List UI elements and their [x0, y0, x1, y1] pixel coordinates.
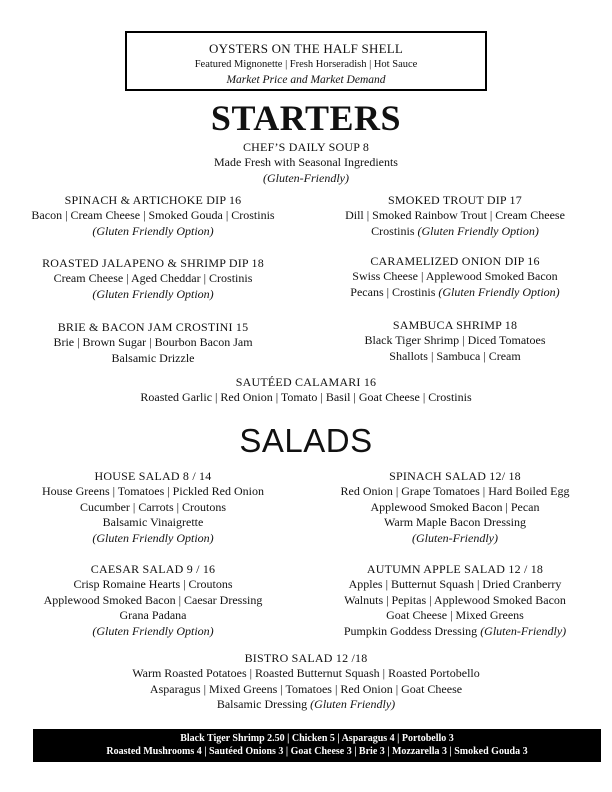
item-name: SMOKED TROUT DIP 17	[388, 193, 522, 207]
oysters-price: Market Price and Market Demand	[226, 74, 386, 86]
item-desc-text: Crostinis	[371, 223, 418, 238]
item-desc: Walnuts | Pepitas | Applewood Smoked Bacon	[344, 592, 566, 607]
item-desc-last	[310, 285, 600, 301]
item-desc-text: Balsamic Dressing	[216, 697, 311, 711]
oysters-box	[125, 31, 487, 91]
item-desc: Crisp Romaine Hearts | Croutons	[73, 577, 233, 591]
item-name: SPINACH SALAD 12/ 18	[389, 469, 521, 483]
item-name: BISTRO SALAD 12 /18	[244, 651, 368, 665]
item-note: (Gluten Friendly Option)	[92, 223, 214, 238]
item-desc: Balsamic Drizzle	[111, 350, 195, 365]
menu-item-smoked-trout-dip	[310, 192, 600, 239]
item-desc: Apples | Butternut Squash | Dried Cranberry	[348, 577, 562, 591]
menu-item-spinach-artichoke-dip	[0, 192, 306, 239]
item-name: AUTUMN APPLE SALAD 12 / 18	[366, 562, 544, 576]
item-desc-last	[310, 224, 600, 240]
item-name: SPINACH & ARTICHOKE DIP 16	[64, 193, 242, 207]
menu-item-house-salad	[0, 468, 306, 546]
item-desc: Red Onion | Grape Tomatoes | Hard Boiled Egg	[340, 484, 570, 498]
item-desc-last	[310, 624, 600, 640]
item-note: (Gluten Friendly Option)	[438, 284, 560, 299]
item-desc: Warm Roasted Potatoes | Roasted Butternut Squash | Roasted Portobello	[132, 666, 480, 680]
item-desc: House Greens | Tomatoes | Pickled Red Onion	[41, 484, 265, 498]
menu-item-sambuca-shrimp	[310, 317, 600, 364]
item-name: SAUTÉED CALAMARI 16	[235, 375, 377, 389]
item-note: (Gluten Friendly Option)	[92, 623, 214, 638]
item-desc: Applewood Smoked Bacon | Caesar Dressing	[43, 592, 263, 607]
item-desc: Made Fresh with Seasonal Ingredients	[214, 155, 398, 169]
item-name: HOUSE SALAD 8 / 14	[94, 469, 212, 483]
item-desc: Cucumber | Carrots | Croutons	[79, 499, 227, 514]
item-name: BRIE & BACON JAM CROSTINI 15	[57, 320, 249, 334]
item-desc: Grana Padana	[119, 608, 187, 622]
item-note: (Gluten-Friendly)	[412, 530, 498, 545]
item-desc: Brie | Brown Sugar | Bourbon Bacon Jam	[53, 335, 253, 349]
item-note: (Gluten Friendly Option)	[417, 223, 539, 238]
item-note: (Gluten Friendly Option)	[92, 530, 214, 545]
item-note: (Gluten-Friendly)	[263, 170, 349, 185]
salads-heading: SALADS	[239, 422, 373, 459]
menu-item-chefs-daily-soup	[0, 139, 612, 186]
item-desc: Shallots | Sambuca | Cream	[389, 348, 521, 363]
item-desc-last	[0, 697, 612, 713]
item-name: ROASTED JALAPENO & SHRIMP DIP 18	[42, 256, 264, 270]
item-desc: Swiss Cheese | Applewood Smoked Bacon	[352, 269, 558, 283]
menu-item-autumn-apple-salad	[310, 561, 600, 639]
addons-line-2: Roasted Mushrooms 4 | Sautéed Onions 3 | Goat Cheese 3 | Brie 3 | Mozzarella 3 | Smoked Gouda 3	[106, 745, 528, 757]
item-desc: Warm Maple Bacon Dressing	[384, 515, 526, 529]
oysters-subtitle: Featured Mignonette | Fresh Horseradish | Hot Sauce	[194, 59, 418, 70]
item-desc: Applewood Smoked Bacon | Pecan	[370, 499, 540, 514]
item-desc-text: Pumpkin Goddess Dressing	[343, 623, 481, 638]
item-desc: Dill | Smoked Rainbow Trout | Cream Cheese	[345, 208, 565, 222]
item-name: CAESAR SALAD 9 / 16	[90, 562, 216, 576]
menu-item-roasted-jalapeno-shrimp-dip	[0, 255, 306, 302]
item-note: (Gluten-Friendly)	[480, 623, 567, 638]
item-name: CHEF’S DAILY SOUP 8	[242, 140, 370, 154]
oysters-title: OYSTERS ON THE HALF SHELL	[209, 41, 403, 56]
menu-item-caramelized-onion-dip	[310, 253, 600, 300]
item-desc: Goat Cheese | Mixed Greens	[386, 608, 524, 622]
item-desc: Asparagus | Mixed Greens | Tomatoes | Red Onion | Goat Cheese	[149, 681, 463, 696]
item-desc: Bacon | Cream Cheese | Smoked Gouda | Crostinis	[31, 208, 275, 222]
addons-bar	[33, 729, 601, 762]
item-desc: Black Tiger Shrimp | Diced Tomatoes	[364, 333, 546, 347]
item-desc: Roasted Garlic | Red Onion | Tomato | Basil | Goat Cheese | Crostinis	[140, 390, 472, 404]
item-note: (Gluten Friendly)	[310, 697, 396, 711]
menu-item-bistro-salad	[0, 650, 612, 713]
item-desc-text: Pecans | Crostinis	[350, 284, 439, 299]
item-name: CARAMELIZED ONION DIP 16	[370, 254, 540, 268]
menu-item-sauteed-calamari	[0, 374, 612, 406]
addons-line-1: Black Tiger Shrimp 2.50 | Chicken 5 | Asparagus 4 | Portobello 3	[180, 733, 454, 744]
starters-heading: STARTERS	[210, 98, 402, 138]
item-note: (Gluten Friendly Option)	[92, 286, 214, 301]
menu-item-caesar-salad	[0, 561, 306, 639]
menu-item-brie-bacon-jam-crostini	[0, 319, 306, 366]
menu-item-spinach-salad	[310, 468, 600, 546]
item-desc: Cream Cheese | Aged Cheddar | Crostinis	[53, 271, 253, 285]
item-name: SAMBUCA SHRIMP 18	[392, 318, 518, 332]
item-desc: Balsamic Vinaigrette	[102, 515, 204, 529]
